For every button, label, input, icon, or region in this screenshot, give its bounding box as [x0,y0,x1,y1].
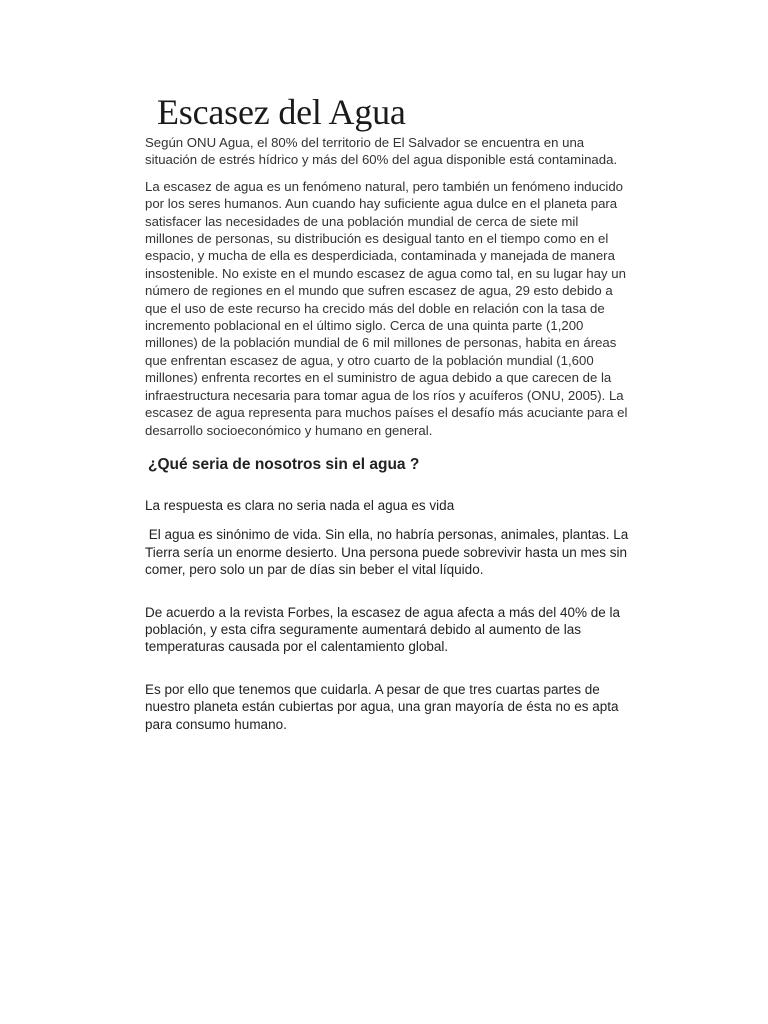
paragraph-forbes: De acuerdo a la revista Forbes, la escasez de agua afecta a más del 40% de la población, y esta cifra seguramente aumentará debido al aumento de las temperaturas causada por el calentamiento global. [145,604,621,655]
document-title: Escasez del Agua [157,92,406,132]
section-heading: ¿Qué seria de nosotros sin el agua ? [148,455,420,473]
paragraph-intro: Según ONU Agua, el 80% del territorio de El Salvador se encuentra en una situación de estrés hídrico y más del 60% del agua disponible está contaminada. [145,135,618,168]
document-page [145,90,630,733]
paragraph-care: Es por ello que tenemos que cuidarla. A pesar de que tres cuartas partes de nuestro planeta están cubiertas por agua, una gran mayoría de ésta no es apta para consumo humano. [145,681,619,732]
paragraph-scarcity: La escasez de agua es un fenómeno natural, pero también un fenómeno inducido por los seres humanos. Aun cuando hay suficiente agua dulce en el planeta para satisfacer las necesidades de una población mundial de cerca de siete mil millones de personas, su distribución es desigual tanto en el tiempo como en el espacio, y mucha de ella es desperdiciada, contaminada y manejada de manera insostenible. No existe en el mundo escasez de agua como tal, en su lugar hay un número de regiones en el mundo que sufren escasez de agua, 29 esto debido a que el uso de este recurso ha crecido más del doble en relación con la tasa de incremento poblacional en el último siglo. Cerca de una quinta parte (1,200 millones) de la población mundial de 6 mil millones de personas, habita en áreas que enfrentan escasez de agua, y otro cuarto de la población mundial (1,600 millones) enfrenta recortes en el suministro de agua debido a que carecen de la infraestructura necesaria para tomar agua de los ríos y acuíferos (ONU, 2005). La escasez de agua representa para muchos países el desafío más acuciante para el desarrollo socioeconómico y humano en general. [145,178,628,438]
paragraph-life: El agua es sinónimo de vida. Sin ella, no habría personas, animales, plantas. La Tierra sería un enorme desierto. Una persona puede sobrevivir hasta un mes sin comer, pero solo un par de días sin beber el vital líquido. [145,527,632,578]
paragraph-answer: La respuesta es clara no seria nada el agua es vida [145,497,455,513]
